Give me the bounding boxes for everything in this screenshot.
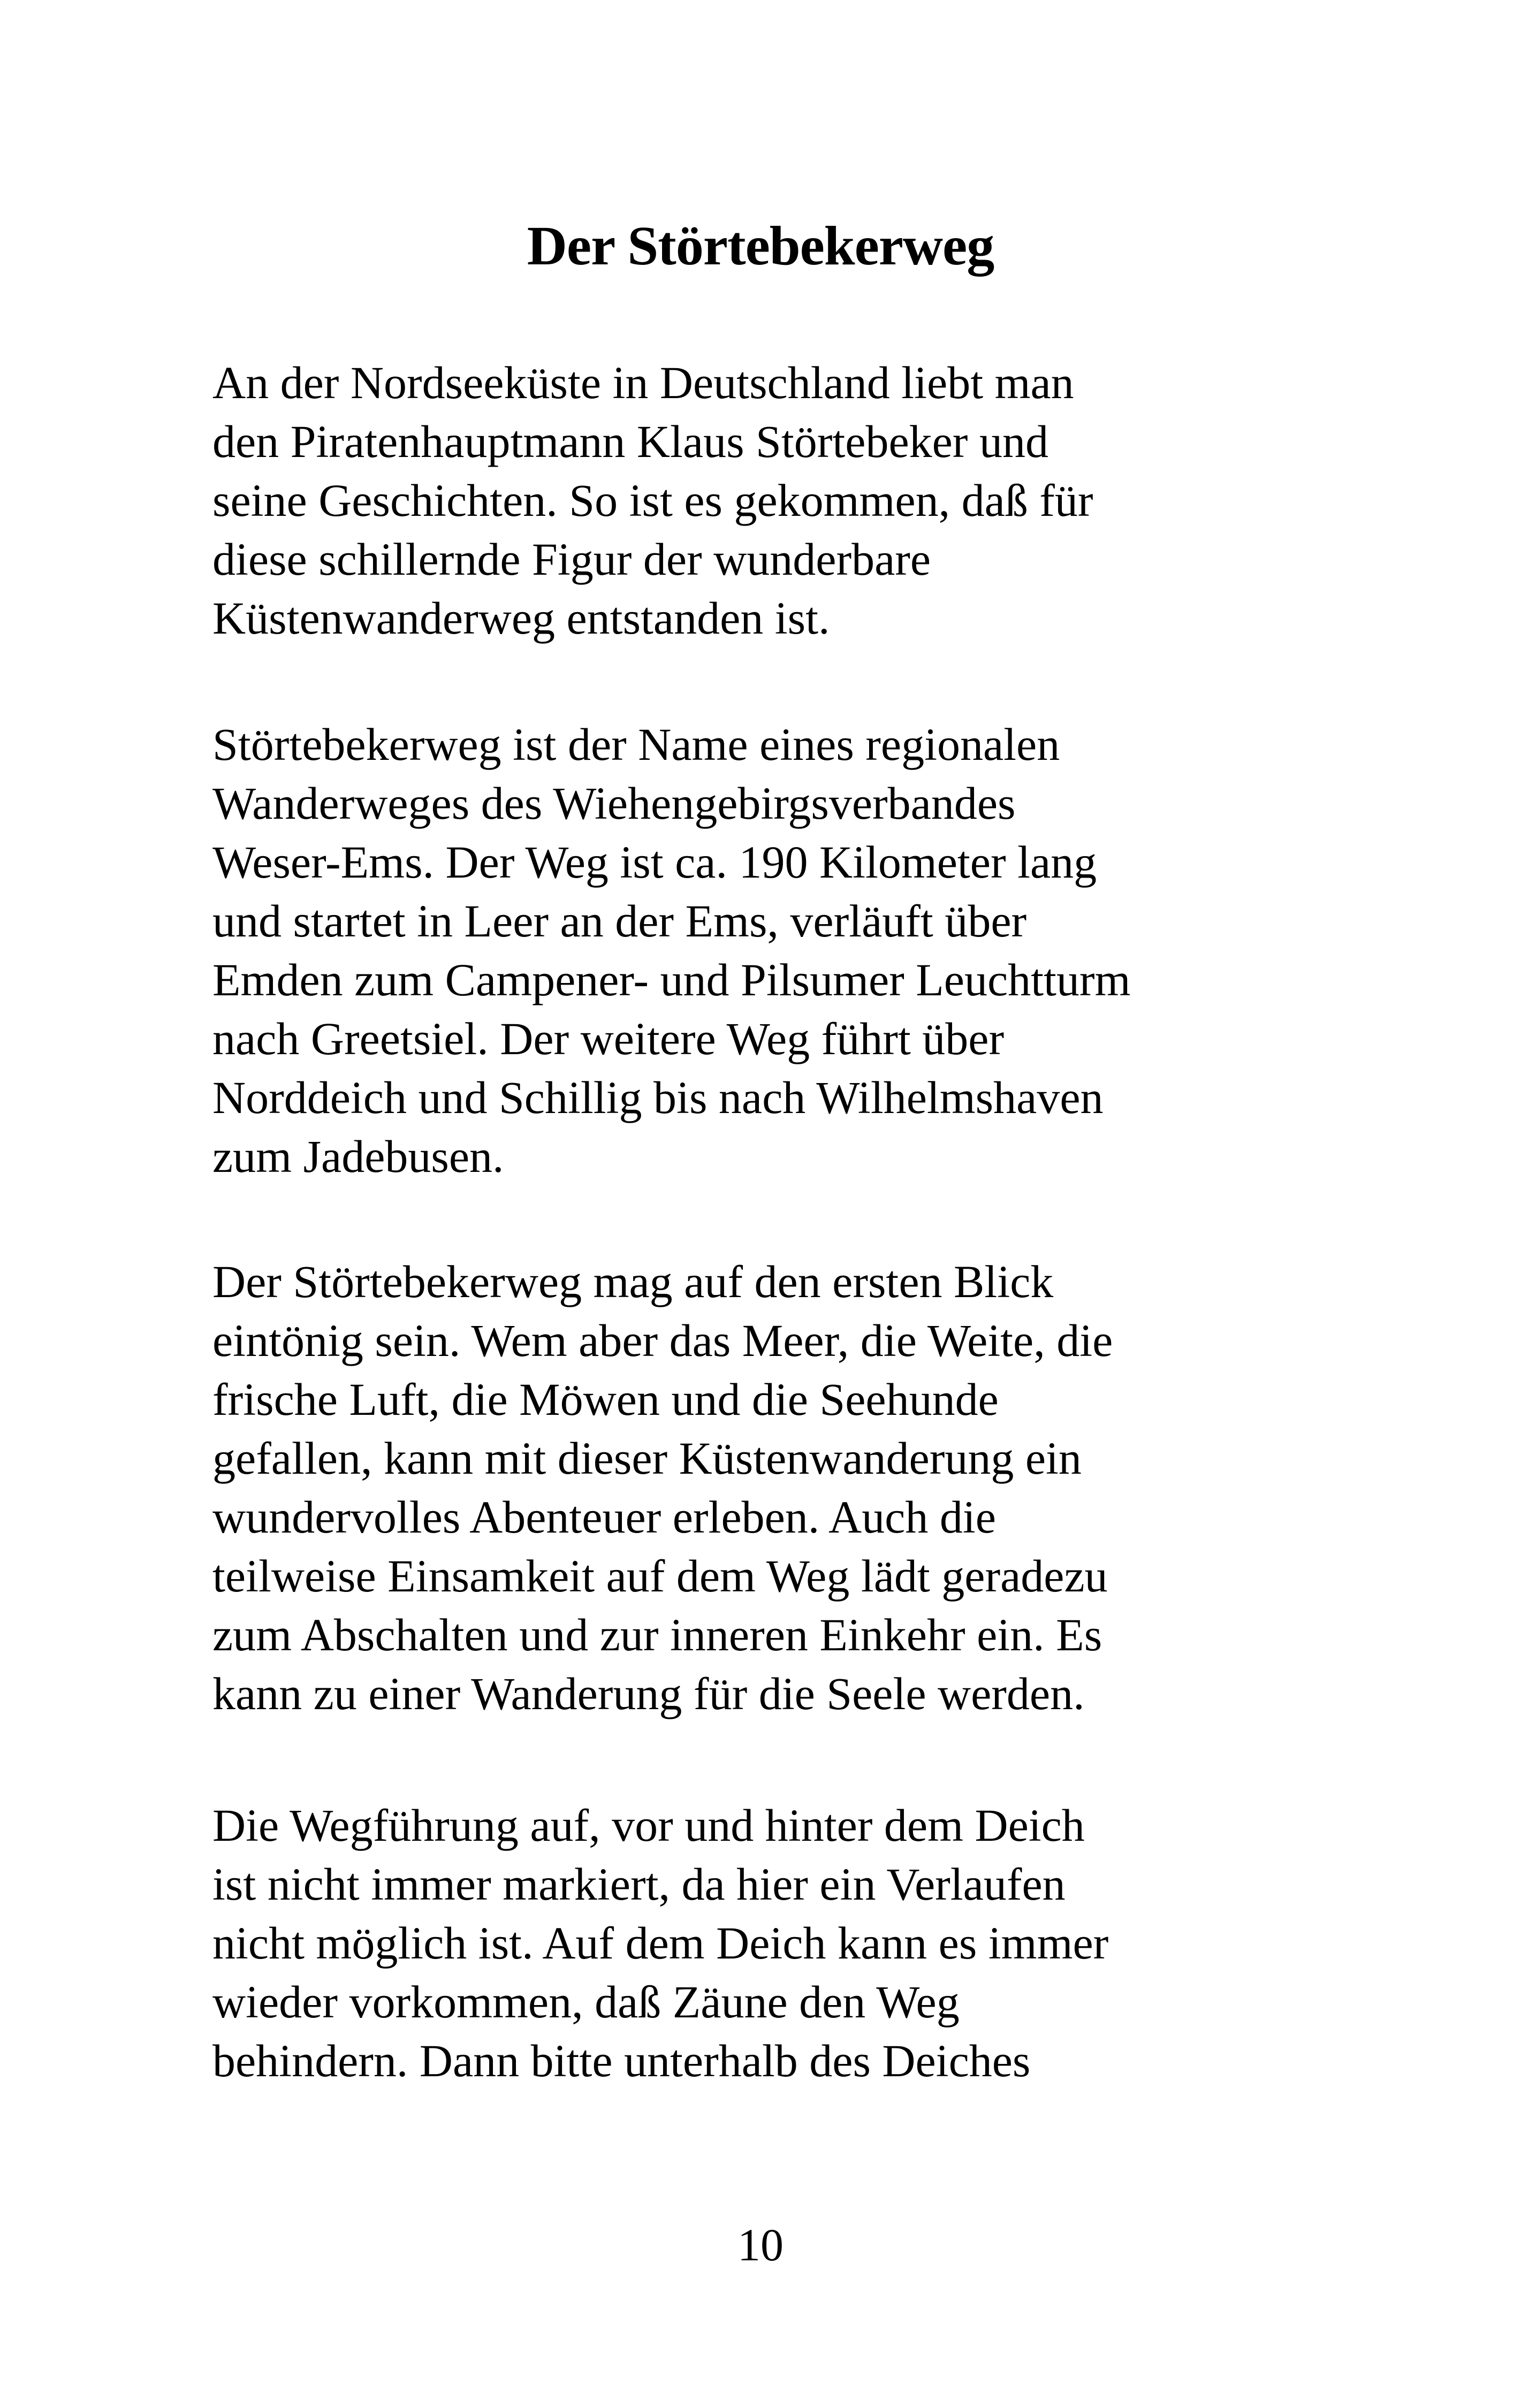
chapter-title: Der Störtebekerweg <box>527 215 994 277</box>
paragraph-experience <box>212 1252 1347 1723</box>
text-line: wieder vorkommen, daß Zäune den Weg <box>212 1976 960 2028</box>
text-line: wundervolles Abenteuer erleben. Auch die <box>212 1491 996 1543</box>
text-line: kann zu einer Wanderung für die Seele werden. <box>212 1668 1085 1719</box>
text-line: frische Luft, die Möwen und die Seehunde <box>212 1374 999 1425</box>
text-line: den Piratenhauptmann Klaus Störtebeker und <box>212 416 1048 467</box>
text-line: Norddeich und Schillig bis nach Wilhelmshaven <box>212 1072 1104 1123</box>
text-line: zum Jadebusen. <box>212 1131 504 1182</box>
text-line: Emden zum Campener- und Pilsumer Leuchtturm <box>212 954 1131 1005</box>
paragraph-wayfinding <box>212 1796 1347 2090</box>
text-line: An der Nordseeküste in Deutschland liebt man <box>212 357 1074 408</box>
text-line: Die Wegführung auf, vor und hinter dem Deich <box>212 1800 1085 1851</box>
text-line: ist nicht immer markiert, da hier ein Verlaufen <box>212 1858 1066 1910</box>
text-line: Küstenwanderweg entstanden ist. <box>212 592 830 644</box>
paragraph-intro <box>212 353 1347 647</box>
text-line: diese schillernde Figur der wunderbare <box>212 534 931 585</box>
page-number: 10 <box>737 2219 784 2270</box>
text-line: Weser-Ems. Der Weg ist ca. 190 Kilometer lang <box>212 836 1097 888</box>
text-line: und startet in Leer an der Ems, verläuft über <box>212 895 1027 947</box>
paragraph-route <box>212 715 1347 1186</box>
text-line: Störtebekerweg ist der Name eines regionalen <box>212 719 1060 770</box>
text-line: nicht möglich ist. Auf dem Deich kann es immer <box>212 1917 1109 1969</box>
text-line: zum Abschalten und zur inneren Einkehr ein. Es <box>212 1609 1102 1660</box>
text-line: eintönig sein. Wem aber das Meer, die Weite, die <box>212 1315 1113 1366</box>
text-line: gefallen, kann mit dieser Küstenwanderung ein <box>212 1432 1082 1484</box>
text-line: nach Greetsiel. Der weitere Weg führt über <box>212 1013 1005 1064</box>
text-line: behindern. Dann bitte unterhalb des Deiches <box>212 2035 1031 2086</box>
text-line: teilweise Einsamkeit auf dem Weg lädt geradezu <box>212 1550 1108 1602</box>
text-line: Wanderweges des Wiehengebirgsverbandes <box>212 778 1016 829</box>
text-line: Der Störtebekerweg mag auf den ersten Blick <box>212 1256 1054 1307</box>
text-line: seine Geschichten. So ist es gekommen, daß für <box>212 475 1093 526</box>
